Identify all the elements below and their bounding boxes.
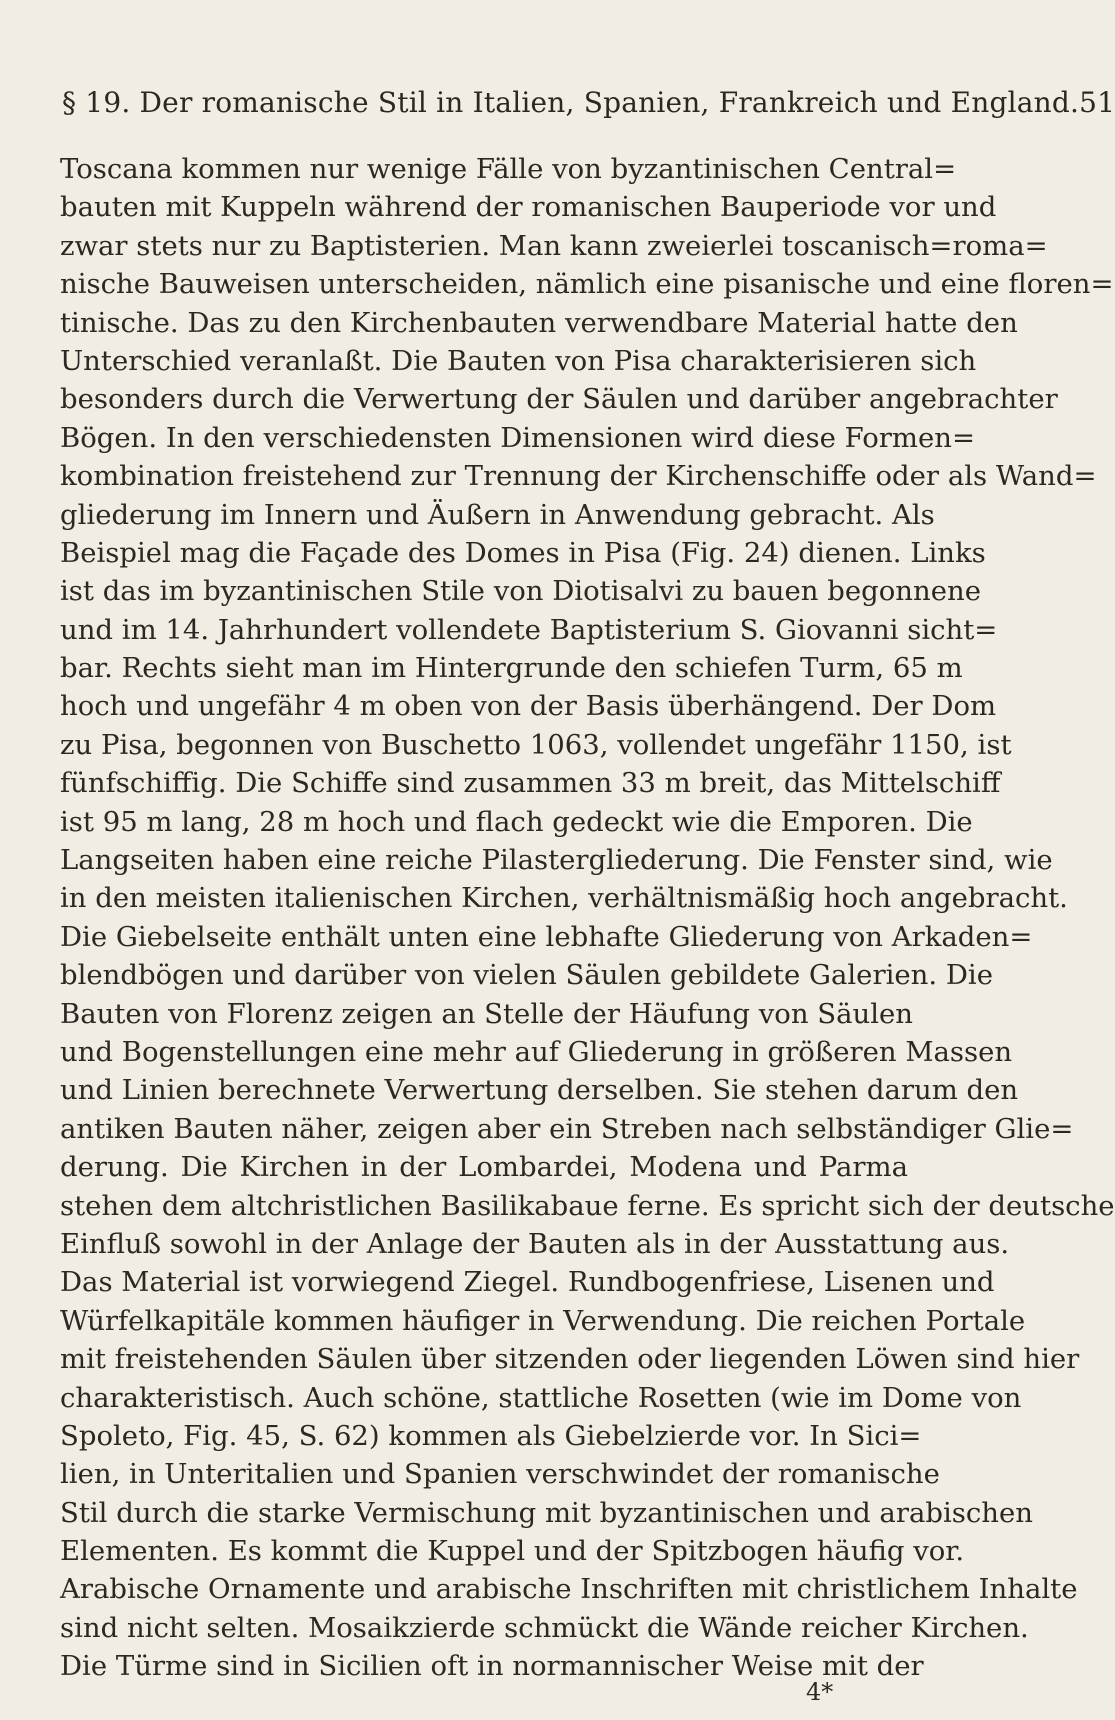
text-line: zwar stets nur zu Baptisterien. Man kann zweierlei toscanisch=roma= <box>60 229 1048 262</box>
text-line: sind nicht selten. Mosaikzierde schmückt die Wände reicher Kirchen. <box>60 1611 1029 1644</box>
text-line: und Linien berechnete Verwertung derselben. Sie stehen darum den <box>60 1074 1019 1107</box>
text-line: Die Giebelseite enthält unten eine lebhafte Gliederung von Arkaden= <box>60 920 1033 953</box>
text-line: hoch und ungefähr 4 m oben von der Basis überhängend. Der Dom <box>60 690 997 723</box>
text-line: fünfschiffig. Die Schiffe sind zusammen 33 m breit, das Mittelschiff <box>60 767 1001 800</box>
text-line: bauten mit Kuppeln während der romanischen Bauperiode vor und <box>60 191 997 224</box>
text-line: Unterschied veranlaßt. Die Bauten von Pisa charakterisieren sich <box>60 344 977 377</box>
signature-mark: 4* <box>806 1678 834 1706</box>
text-line: in den meisten italienischen Kirchen, verhältnismäßig hoch angebracht. <box>60 882 1068 915</box>
text-line: Stil durch die starke Vermischung mit byzantinischen und arabischen <box>60 1496 1033 1529</box>
text-line: Bauten von Florenz zeigen an Stelle der Häufung von Säulen <box>60 997 914 1030</box>
text-line: kombination freistehend zur Trennung der Kirchenschiffe oder als Wand= <box>60 460 1097 493</box>
text-line: zu Pisa, begonnen von Buschetto 1063, vollendet ungefähr 1150, ist <box>60 728 1012 761</box>
text-line: charakteristisch. Auch schöne, stattliche Rosetten (wie im Dome von <box>60 1381 1022 1414</box>
text-line: ist das im byzantinischen Stile von Diotisalvi zu bauen begonnene <box>60 575 981 608</box>
text-line: und im 14. Jahrhundert vollendete Baptisterium S. Giovanni sicht= <box>60 613 998 646</box>
section-title: § 19. Der romanische Stil in Italien, Spanien, Frankreich und England. <box>62 86 1080 119</box>
text-line: Langseiten haben eine reiche Pilastergliederung. Die Fenster sind, wie <box>60 844 1053 877</box>
text-line: Toscana kommen nur wenige Fälle von byzantinischen Central= <box>60 153 957 185</box>
text-line: Das Material ist vorwiegend Ziegel. Rundbogenfriese, Lisenen und <box>60 1266 995 1299</box>
text-line: mit freistehenden Säulen über sitzenden oder liegenden Löwen sind hier <box>60 1343 1080 1376</box>
text-line: lien, in Unteritalien und Spanien verschwindet der romanische <box>60 1458 940 1491</box>
text-line: Elementen. Es kommt die Kuppel und der Spitzbogen häufig vor. <box>60 1535 965 1568</box>
text-line: ist 95 m lang, 28 m hoch und flach gedeckt wie die Emporen. Die <box>60 805 973 838</box>
text-line: Arabische Ornamente und arabische Inschriften mit christlichem Inhalte <box>60 1573 1078 1606</box>
text-line: bar. Rechts sieht man im Hintergrunde den schiefen Turm, 65 m <box>60 652 963 685</box>
page-number: 51 <box>1079 86 1115 119</box>
text-line: Bögen. In den verschiedensten Dimensionen wird diese Formen= <box>60 421 976 454</box>
text-line: gliederung im Innern und Äußern in Anwendung gebracht. Als <box>60 498 935 531</box>
text-line: Beispiel mag die Façade des Domes in Pisa (Fig. 24) dienen. Links <box>60 536 986 569</box>
running-head <box>62 86 1115 119</box>
body-text <box>60 150 1115 1686</box>
text-line: nische Bauweisen unterscheiden, nämlich eine pisanische und eine floren= <box>60 268 1114 301</box>
text-line: und Bogenstellungen eine mehr auf Gliederung in größeren Massen <box>60 1035 1013 1068</box>
text-line: tinische. Das zu den Kirchenbauten verwendbare Material hatte den <box>60 306 1018 339</box>
text-line: Spoleto, Fig. 45, S. 62) kommen als Giebelzierde vor. In Sici= <box>60 1419 922 1452</box>
text-line: stehen dem altchristlichen Basilikabaue ferne. Es spricht sich der deutsche <box>60 1189 1115 1222</box>
text-line: Die Türme sind in Sicilien oft in normannischer Weise mit der <box>60 1650 924 1683</box>
text-line: besonders durch die Verwertung der Säulen und darüber angebrachter <box>60 383 1058 416</box>
text-line: derung. Die Kirchen in der Lombardei, Modena und Parma <box>60 1151 908 1184</box>
text-line: blendbögen und darüber von vielen Säulen gebildete Galerien. Die <box>60 959 993 992</box>
text-line: Einfluß sowohl in der Anlage der Bauten als in der Ausstattung aus. <box>60 1227 1010 1260</box>
text-line: Würfelkapitäle kommen häufiger in Verwendung. Die reichen Portale <box>60 1304 1026 1337</box>
text-line: antiken Bauten näher, zeigen aber ein Streben nach selbständiger Glie= <box>60 1112 1074 1145</box>
